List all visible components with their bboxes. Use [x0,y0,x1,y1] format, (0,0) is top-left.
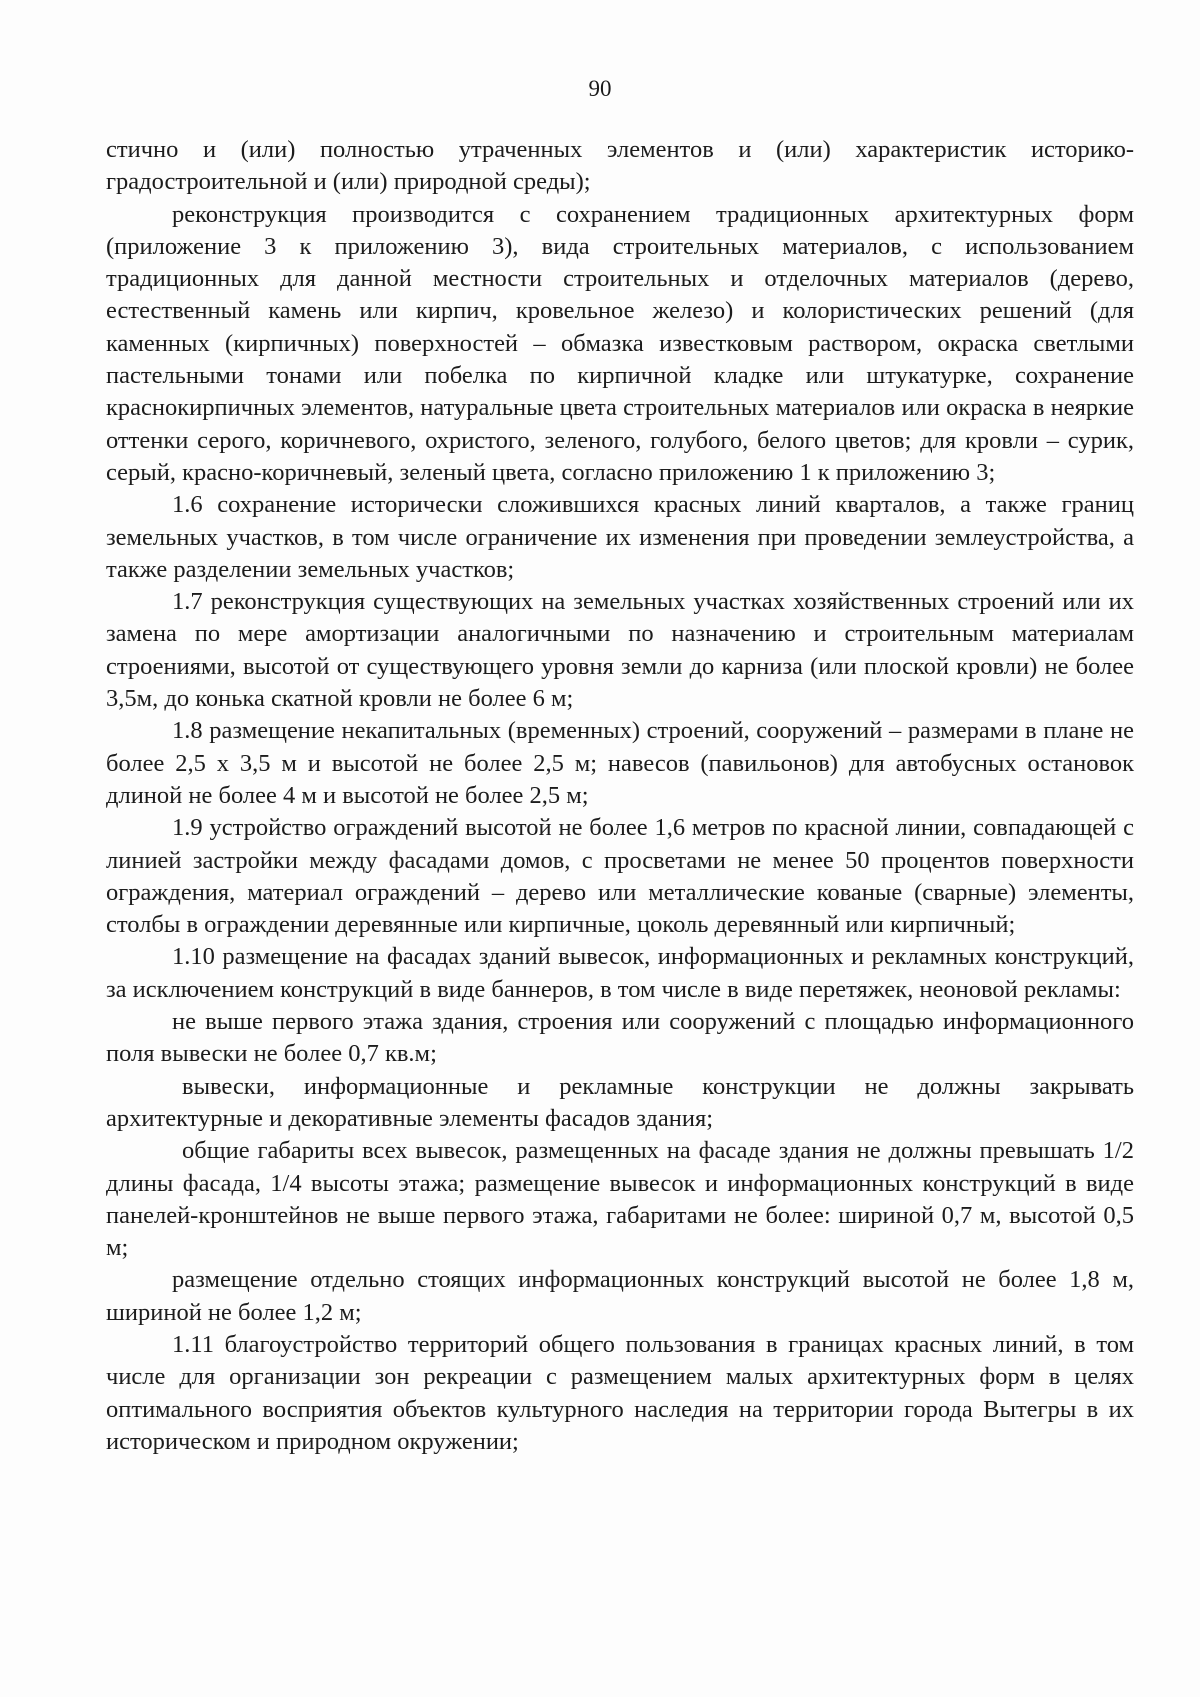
paragraph-reconstruction: реконструкция производится с сохранением традиционных архитектурных форм (приложение 3 к приложению 3), вида строительных материалов, с использованием традиционных для данной местности строительных и отделочных материалов (дерево, естественный камень или кирпич, кровельное железо) и колористических решений (для каменных (кирпичных) поверхностей – обмазка известковым раствором, окраска светлыми пастельными тонами или побелка по кирпичной кладке или штукатурке, сохранение краснокирпичных элементов, натуральные цвета строительных материалов или окраска в неяркие оттенки серого, коричневого, охристого, зеленого, голубого, белого цветов; для кровли – сурик, серый, красно-коричневый, зеленый цвета, согласно приложению 1 к приложению 3; [106,200,1134,486]
paragraph-overall-dimensions: общие габариты всех вывесок, размещенных на фасаде здания не должны превышать 1/2 длины фасада, 1/4 высоты этажа; размещение вывесок и информационных конструкций в виде панелей-кронштейнов не выше первого этажа, габаритами не более: шириной 0,7 м, высотой 0,5 м; [106,1137,1134,1262]
paragraph-1-7: 1.7 реконструкция существующих на земельных участках хозяйственных строений или их замена по мере амортизации аналогичными по назначению и строительным материалам строениями, высотой от существующего уровня земли до карниза (или плоской кровли) не более 3,5м, до конька скатной кровли не более 6 м; [106,588,1134,713]
paragraph-1-6: 1.6 сохранение исторически сложившихся красных линий кварталов, а также границ земельных участков, в том числе ограничение их изменения при проведении землеустройства, а также разделении земельных участков; [106,491,1134,583]
page-number: 90 [588,76,612,101]
paragraph-signs-not-cover: вывески, информационные и рекламные конструкции не должны закрывать архитектурные и декоративные элементы фасадов здания; [106,1072,1134,1132]
paragraph-standalone-structures: размещение отдельно стоящих информационных конструкций высотой не более 1,8 м, шириной не более 1,2 м; [106,1266,1134,1326]
paragraph-1-8: 1.8 размещение некапитальных (временных) строений, сооружений – размерами в плане не более 2,5 х 3,5 м и высотой не более 2,5 м; навесов (павильонов) для автобусных остановок длиной не более 4 м и высотой не более 2,5 м; [106,717,1134,809]
document-body [106,134,1134,1458]
paragraph-continuation: стично и (или) полностью утраченных элементов и (или) характеристик историко-градостроительной и (или) природной среды); [106,136,1134,196]
paragraph-first-floor: не выше первого этажа здания, строения или сооружений с площадью информационного поля вывески не более 0,7 кв.м; [106,1008,1134,1068]
paragraph-1-10: 1.10 размещение на фасадах зданий вывесок, информационных и рекламных конструкций, за исключением конструкций в виде баннеров, в том числе в виде перетяжек, неоновой рекламы: [106,943,1134,1003]
paragraph-1-9: 1.9 устройство ограждений высотой не более 1,6 метров по красной линии, совпадающей с линией застройки между фасадами домов, с просветами не менее 50 процентов поверхности ограждения, материал ограждений – дерево или металлические кованые (сварные) элементы, столбы в ограждении деревянные или кирпичные, цоколь деревянный или кирпичный; [106,814,1134,939]
paragraph-1-11: 1.11 благоустройство территорий общего пользования в границах красных линий, в том числе для организации зон рекреации с размещением малых архитектурных форм в целях оптимального восприятия объектов культурного наследия на территории города Вытегры в их историческом и природном окружении; [106,1330,1134,1455]
